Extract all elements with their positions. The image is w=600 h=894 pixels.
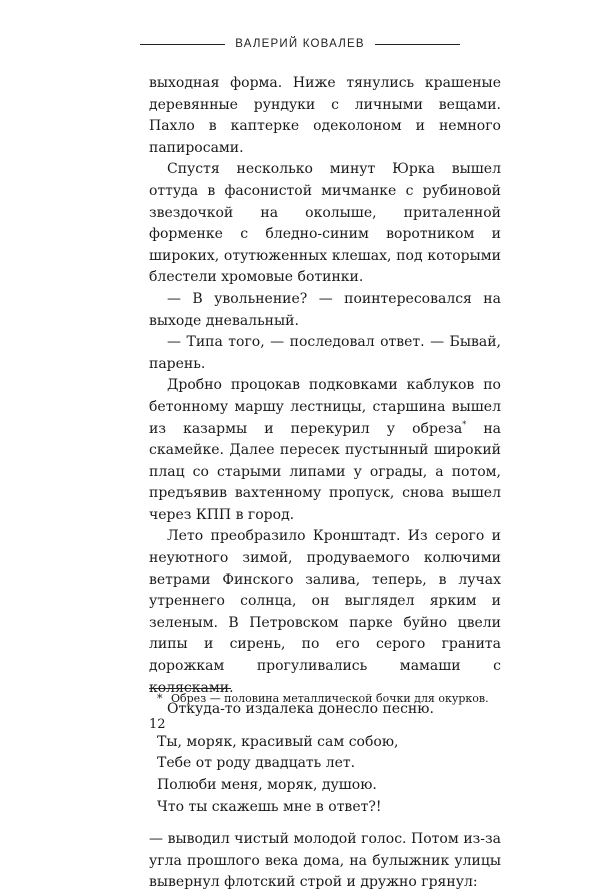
footnote-divider bbox=[149, 688, 231, 689]
author-name: ВАЛЕРИЙ КОВАЛЕВ bbox=[235, 38, 365, 50]
paragraph-8: — выводил чистый молодой голос. Потом из-за угла прошлого века дома, на булыжник улицы вывернул флотский строй и дружно грянул: bbox=[149, 831, 501, 891]
page-number: 12 bbox=[149, 717, 166, 732]
paragraph-2: Спустя несколько минут Юрка вышел оттуда в фасонистой мичманке с рубиновой звездочкой на околыше, приталенной форменке с бледно-синим воротником и широких, отутюженных клешах, под которыми блестели хромовые ботинки. bbox=[149, 161, 501, 286]
footnote-text: Обрез — половина металлической бочки для окурков. bbox=[171, 692, 489, 705]
paragraph-1: выходная форма. Ниже тянулись крашеные деревянные рундуки с личными вещами. Пахло в каптерке одеколоном и немного папиросами. bbox=[149, 75, 501, 156]
paragraph-6: Лето преобразило Кронштадт. Из серого и неуютного зимой, продуваемого колючими ветрами Финского залива, теперь, в лучах утреннего солнца, он выглядел ярким и зеленым. В Петровском парке буйно цвели липы и сирень, по его серого гранита дорожкам прогуливались мамаши с колясками. bbox=[149, 528, 501, 696]
paragraph-7: Откуда-то издалека донесло песню. bbox=[167, 701, 434, 718]
body-text bbox=[149, 73, 501, 894]
footnote-mark: * bbox=[157, 692, 163, 705]
song-verse bbox=[149, 732, 501, 818]
verse-line: Полюби меня, моряк, душою. bbox=[157, 777, 377, 793]
paragraph-5-start: Дробно процокав подковками каблуков по бетонному маршу лестницы, старшина вышел из казармы и перекурил у обреза bbox=[149, 377, 501, 437]
running-header bbox=[140, 34, 460, 54]
paragraph-4: — Типа того, — последовал ответ. — Бывай, парень. bbox=[149, 334, 501, 372]
header-rule-left bbox=[140, 44, 225, 45]
paragraph-5 bbox=[149, 375, 501, 526]
paragraph-5-end: на скамейке. Далее пересек пустынный широкий плац со старыми липами у ограды, а потом, предъявив вахтенному пропуск, снова вышел через КПП в город. bbox=[149, 420, 501, 523]
verse-line: Тебе от роду двадцать лет. bbox=[157, 755, 356, 772]
header-rule-right bbox=[375, 44, 460, 45]
footnote-reference[interactable]: * bbox=[462, 419, 467, 429]
verse-line: Ты, моряк, красивый сам собою, bbox=[157, 733, 399, 750]
verse-line: Что ты скажешь мне в ответ?! bbox=[157, 798, 382, 815]
footnote bbox=[149, 692, 509, 706]
paragraph-3: — В увольнение? — поинтересовался на выходе дневальный. bbox=[149, 290, 501, 329]
